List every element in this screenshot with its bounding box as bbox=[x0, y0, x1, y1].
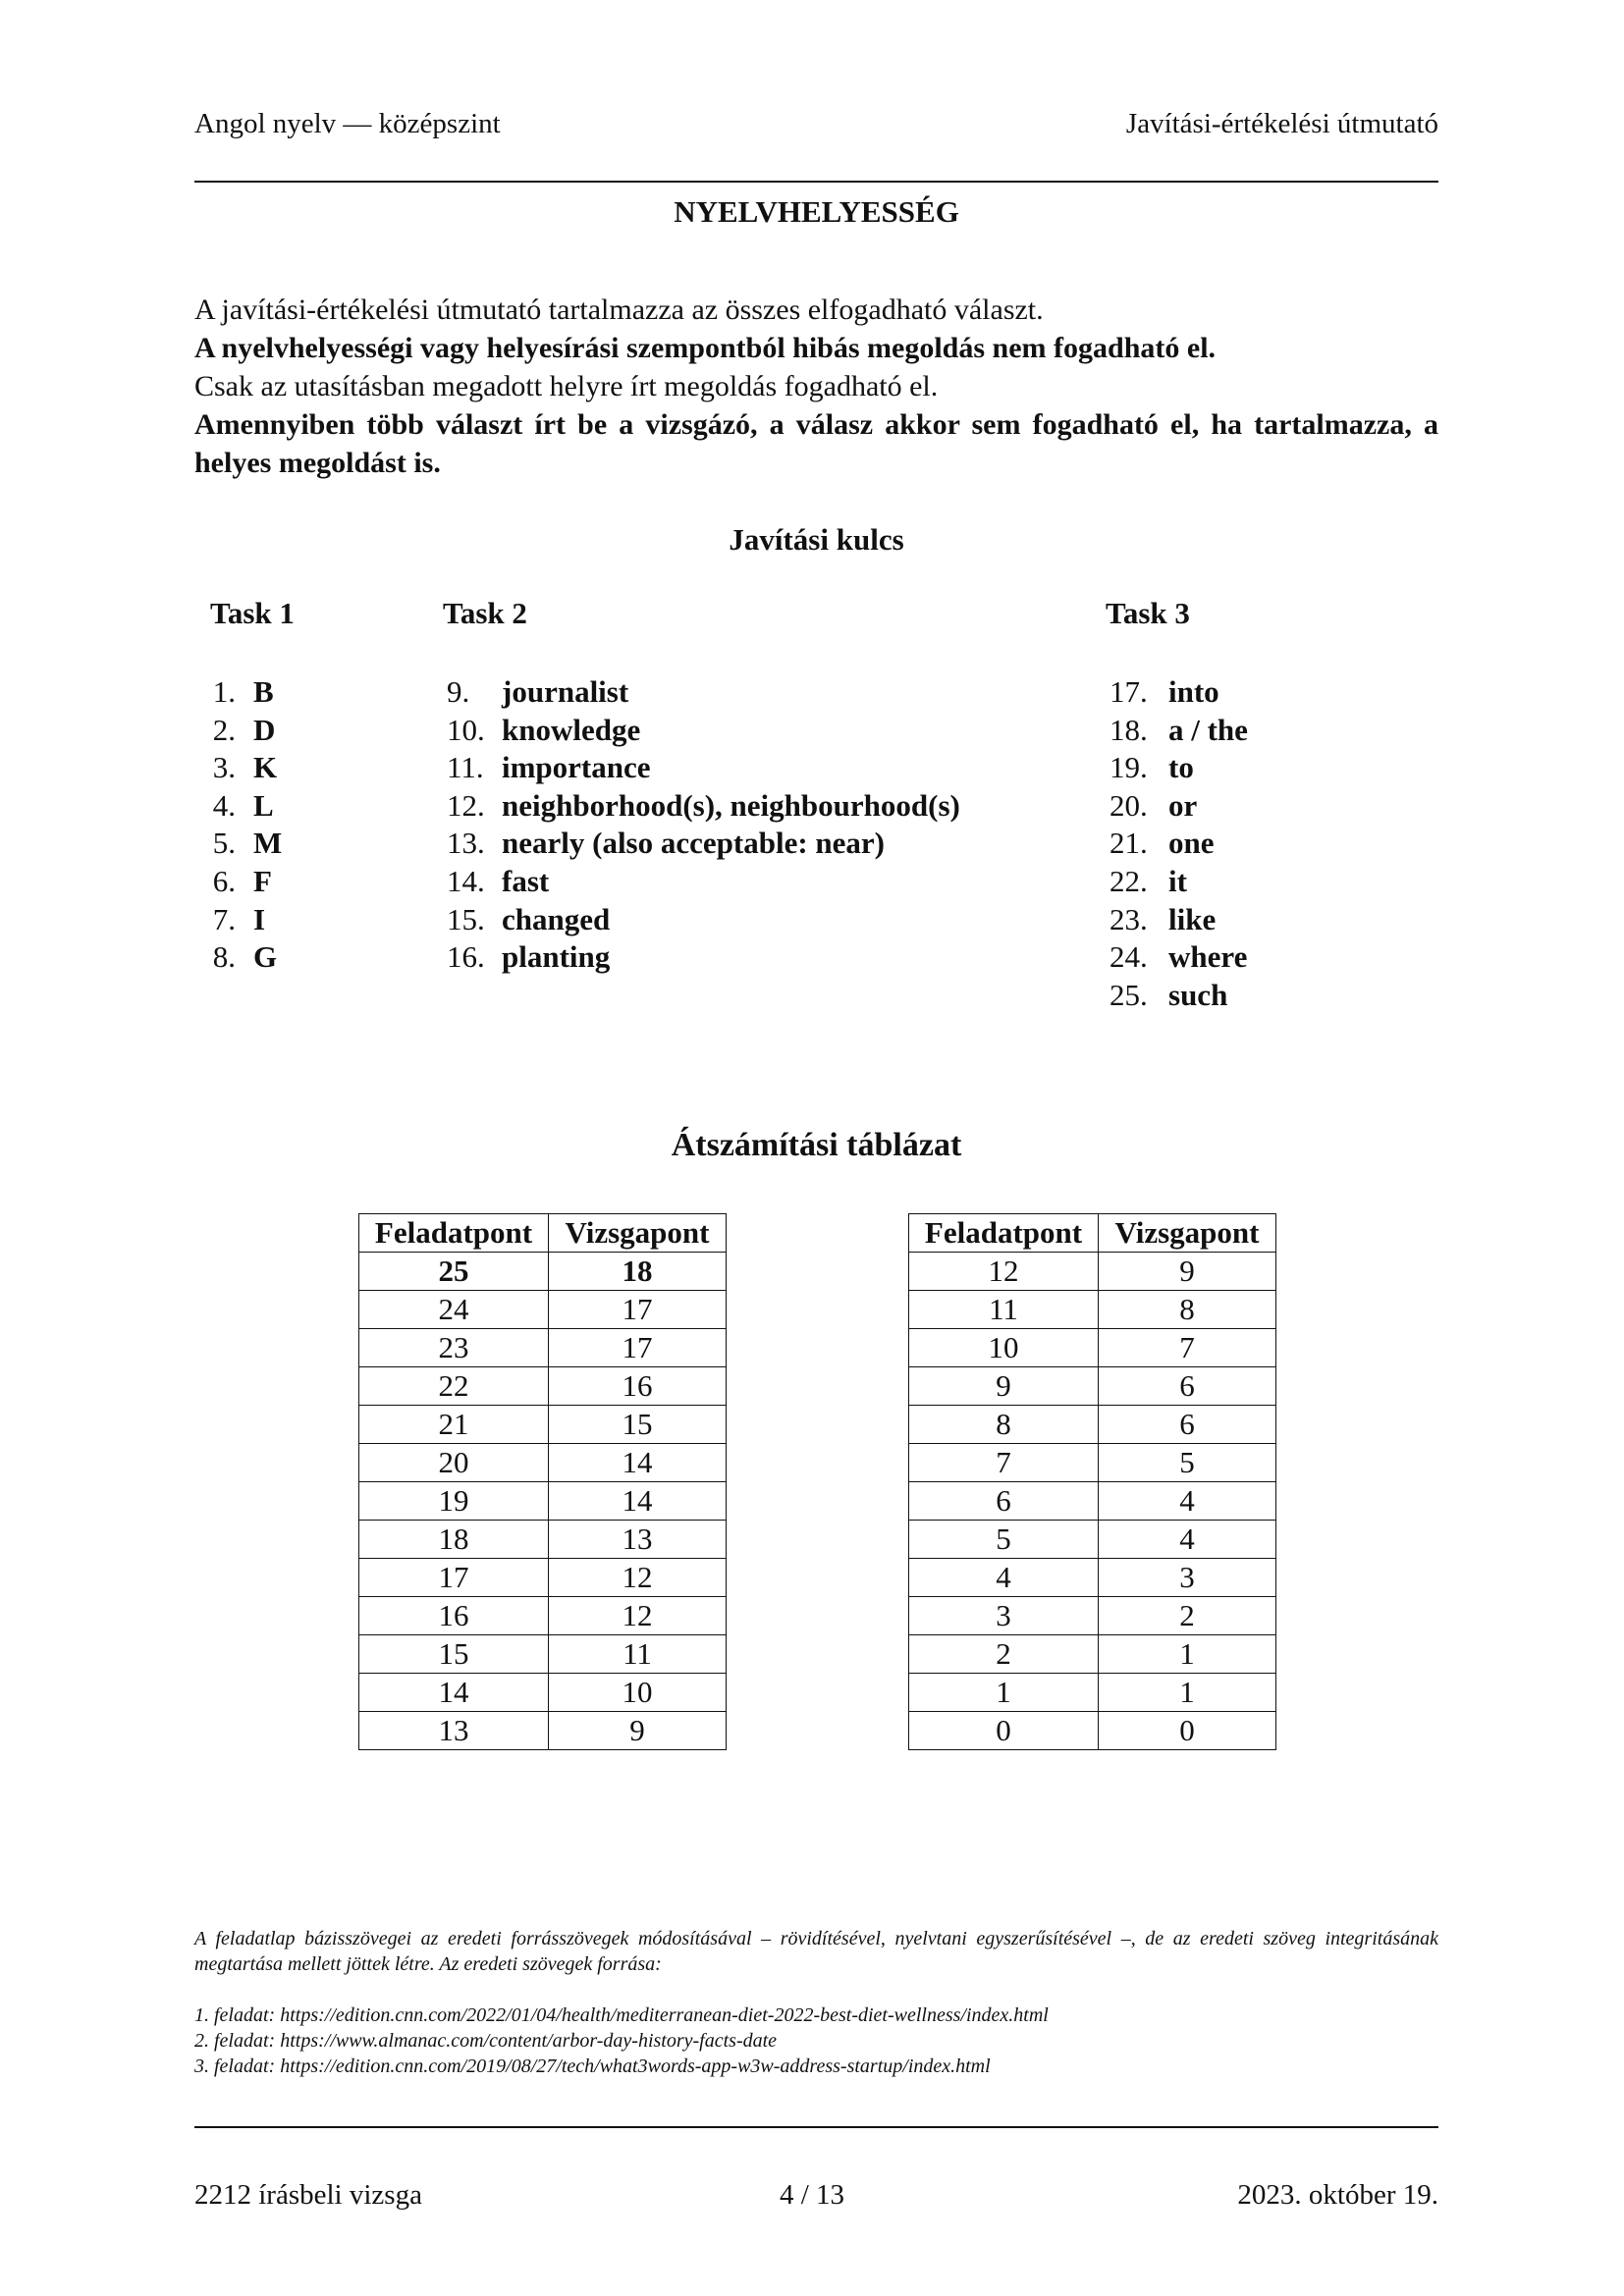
cell-feladatpont: 0 bbox=[909, 1712, 1099, 1750]
cell-vizsgapont: 9 bbox=[1099, 1253, 1276, 1291]
cell-vizsgapont: 1 bbox=[1099, 1674, 1276, 1712]
list-item: 10. knowledge bbox=[447, 712, 641, 747]
source-line-2: 2. feladat: https://www.almanac.com/content/arbor-day-history-facts-date bbox=[194, 2030, 778, 2052]
cell-feladatpont: 20 bbox=[359, 1444, 549, 1482]
cell-feladatpont: 6 bbox=[909, 1482, 1099, 1521]
table-header-row bbox=[359, 1214, 727, 1253]
cell-vizsgapont: 14 bbox=[549, 1444, 727, 1482]
cell-feladatpont: 22 bbox=[359, 1367, 549, 1406]
cell-feladatpont: 3 bbox=[909, 1597, 1099, 1635]
list-item: 7. I bbox=[212, 901, 266, 936]
cell-vizsgapont: 12 bbox=[549, 1559, 727, 1597]
table-row bbox=[909, 1482, 1276, 1521]
cell-vizsgapont: 8 bbox=[1099, 1291, 1276, 1329]
cell-vizsgapont: 6 bbox=[1099, 1406, 1276, 1444]
column-header-feladatpont: Feladatpont bbox=[909, 1214, 1099, 1253]
table-row bbox=[909, 1253, 1276, 1291]
table-row bbox=[909, 1329, 1276, 1367]
key-title: Javítási kulcs bbox=[729, 522, 904, 557]
cell-vizsgapont: 3 bbox=[1099, 1559, 1276, 1597]
table-row bbox=[909, 1597, 1276, 1635]
cell-vizsgapont: 14 bbox=[549, 1482, 727, 1521]
intro-text bbox=[194, 291, 1438, 482]
list-item: 22. it bbox=[1110, 863, 1187, 898]
cell-feladatpont: 7 bbox=[909, 1444, 1099, 1482]
list-item: 3. K bbox=[212, 750, 278, 785]
cell-feladatpont: 5 bbox=[909, 1521, 1099, 1559]
table-row bbox=[909, 1635, 1276, 1674]
list-item: 13. nearly (also acceptable: near) bbox=[447, 826, 885, 861]
list-item: 2. D bbox=[212, 712, 276, 747]
task-1-answers bbox=[206, 673, 282, 977]
list-item: 20. or bbox=[1110, 787, 1198, 823]
cell-feladatpont: 23 bbox=[359, 1329, 549, 1367]
cell-feladatpont: 8 bbox=[909, 1406, 1099, 1444]
cell-vizsgapont: 17 bbox=[549, 1291, 727, 1329]
task-1-heading: Task 1 bbox=[210, 596, 295, 630]
column-header-vizsgapont: Vizsgapont bbox=[549, 1214, 727, 1253]
cell-feladatpont: 11 bbox=[909, 1291, 1099, 1329]
table-row bbox=[359, 1444, 727, 1482]
table-row bbox=[909, 1712, 1276, 1750]
intro-line-3: Csak az utasításban megadott helyre írt megoldás fogadható el. bbox=[194, 370, 939, 402]
cell-feladatpont: 16 bbox=[359, 1597, 549, 1635]
conversion-table-left bbox=[358, 1213, 727, 1750]
column-header-feladatpont: Feladatpont bbox=[359, 1214, 549, 1253]
table-row bbox=[909, 1406, 1276, 1444]
cell-vizsgapont: 17 bbox=[549, 1329, 727, 1367]
table-row bbox=[359, 1329, 727, 1367]
list-item: 19. to bbox=[1110, 750, 1194, 785]
list-item: 18. a / the bbox=[1110, 712, 1248, 747]
task-2-heading: Task 2 bbox=[443, 596, 527, 630]
source-line-1: 1. feladat: https://edition.cnn.com/2022/01/04/health/mediterranean-diet-2022-best-diet-wellness/index.html bbox=[194, 2004, 1049, 2026]
table-row bbox=[359, 1406, 727, 1444]
list-item: 6. F bbox=[212, 863, 272, 898]
table-row bbox=[909, 1291, 1276, 1329]
list-item: 16. planting bbox=[447, 939, 611, 975]
table-row bbox=[359, 1367, 727, 1406]
task-3-answers bbox=[1110, 673, 1248, 1014]
table-row bbox=[359, 1712, 727, 1750]
cell-vizsgapont: 9 bbox=[549, 1712, 727, 1750]
cell-feladatpont: 2 bbox=[909, 1635, 1099, 1674]
table-row bbox=[909, 1367, 1276, 1406]
cell-feladatpont: 4 bbox=[909, 1559, 1099, 1597]
table-row bbox=[359, 1291, 727, 1329]
cell-feladatpont: 19 bbox=[359, 1482, 549, 1521]
conversion-title: Átszámítási táblázat bbox=[671, 1127, 962, 1163]
cell-vizsgapont: 5 bbox=[1099, 1444, 1276, 1482]
list-item: 4. L bbox=[212, 787, 274, 823]
cell-vizsgapont: 4 bbox=[1099, 1482, 1276, 1521]
cell-feladatpont: 1 bbox=[909, 1674, 1099, 1712]
header-left: Angol nyelv — középszint bbox=[194, 108, 501, 139]
cell-vizsgapont: 18 bbox=[549, 1253, 727, 1291]
column-header-vizsgapont: Vizsgapont bbox=[1099, 1214, 1276, 1253]
sources-intro: A feladatlap bázisszövegei az eredeti forrásszövegek módosításával – rövidítésével, nyelvtani egyszerűsítésével –, de az eredeti szöveg integritásának megtartása mellett jöttek létre. Az eredeti szövegek forrása: bbox=[194, 1928, 1438, 1975]
page-number: 4 / 13 bbox=[779, 2179, 845, 2211]
cell-feladatpont: 21 bbox=[359, 1406, 549, 1444]
header-right: Javítási-értékelési útmutató bbox=[1125, 108, 1438, 139]
cell-feladatpont: 24 bbox=[359, 1291, 549, 1329]
cell-feladatpont: 10 bbox=[909, 1329, 1099, 1367]
cell-vizsgapont: 1 bbox=[1099, 1635, 1276, 1674]
cell-vizsgapont: 15 bbox=[549, 1406, 727, 1444]
table-row bbox=[909, 1521, 1276, 1559]
table-row bbox=[359, 1482, 727, 1521]
cell-feladatpont: 15 bbox=[359, 1635, 549, 1674]
intro-line-4: Amennyiben több választ írt be a vizsgázó, a válasz akkor sem fogadható el, ha tartalmazza, a helyes megoldást is. bbox=[194, 408, 1438, 479]
list-item: 11. importance bbox=[447, 750, 651, 785]
table-row bbox=[359, 1674, 727, 1712]
table-row bbox=[359, 1597, 727, 1635]
list-item: 1. B bbox=[212, 674, 274, 709]
task-2-answers bbox=[447, 673, 960, 977]
cell-vizsgapont: 7 bbox=[1099, 1329, 1276, 1367]
cell-feladatpont: 14 bbox=[359, 1674, 549, 1712]
task-3-heading: Task 3 bbox=[1106, 596, 1190, 630]
cell-feladatpont: 13 bbox=[359, 1712, 549, 1750]
list-item: 23. like bbox=[1110, 901, 1217, 936]
list-item: 15. changed bbox=[447, 901, 611, 936]
table-row bbox=[909, 1444, 1276, 1482]
footer-left: 2212 írásbeli vizsga bbox=[194, 2179, 422, 2211]
list-item: 25. such bbox=[1110, 977, 1228, 1012]
table-row bbox=[359, 1635, 727, 1674]
cell-feladatpont: 17 bbox=[359, 1559, 549, 1597]
intro-line-1: A javítási-értékelési útmutató tartalmazza az összes elfogadható választ. bbox=[194, 294, 1044, 326]
cell-vizsgapont: 16 bbox=[549, 1367, 727, 1406]
list-item: 5. M bbox=[212, 826, 283, 861]
cell-vizsgapont: 10 bbox=[549, 1674, 727, 1712]
table-row bbox=[359, 1521, 727, 1559]
list-item: 17. into bbox=[1110, 674, 1219, 709]
cell-vizsgapont: 0 bbox=[1099, 1712, 1276, 1750]
cell-vizsgapont: 2 bbox=[1099, 1597, 1276, 1635]
cell-feladatpont: 12 bbox=[909, 1253, 1099, 1291]
cell-feladatpont: 9 bbox=[909, 1367, 1099, 1406]
cell-feladatpont: 25 bbox=[359, 1253, 549, 1291]
list-item: 14. fast bbox=[447, 863, 550, 898]
table-row bbox=[359, 1559, 727, 1597]
section-title: NYELVHELYESSÉG bbox=[674, 194, 959, 229]
cell-vizsgapont: 13 bbox=[549, 1521, 727, 1559]
table-row bbox=[909, 1559, 1276, 1597]
source-line-3: 3. feladat: https://edition.cnn.com/2019/08/27/tech/what3words-app-w3w-address-startup/index.html bbox=[194, 2056, 991, 2077]
table-row bbox=[359, 1253, 727, 1291]
cell-vizsgapont: 11 bbox=[549, 1635, 727, 1674]
footer-right: 2023. október 19. bbox=[1237, 2179, 1438, 2211]
cell-feladatpont: 18 bbox=[359, 1521, 549, 1559]
list-item: 9. journalist bbox=[447, 674, 629, 709]
list-item: 24. where bbox=[1110, 939, 1248, 975]
footer-divider bbox=[194, 2126, 1438, 2128]
intro-line-2: A nyelvhelyességi vagy helyesírási szempontból hibás megoldás nem fogadható el. bbox=[194, 332, 1217, 364]
cell-vizsgapont: 12 bbox=[549, 1597, 727, 1635]
cell-vizsgapont: 6 bbox=[1099, 1367, 1276, 1406]
sources-note bbox=[194, 1926, 1438, 2079]
table-header-row bbox=[909, 1214, 1276, 1253]
table-row bbox=[909, 1674, 1276, 1712]
header-divider bbox=[194, 181, 1438, 183]
list-item: 21. one bbox=[1110, 826, 1215, 861]
cell-vizsgapont: 4 bbox=[1099, 1521, 1276, 1559]
list-item: 12. neighborhood(s), neighbourhood(s) bbox=[447, 787, 960, 823]
conversion-table-right bbox=[908, 1213, 1276, 1750]
list-item: 8. G bbox=[212, 939, 278, 975]
